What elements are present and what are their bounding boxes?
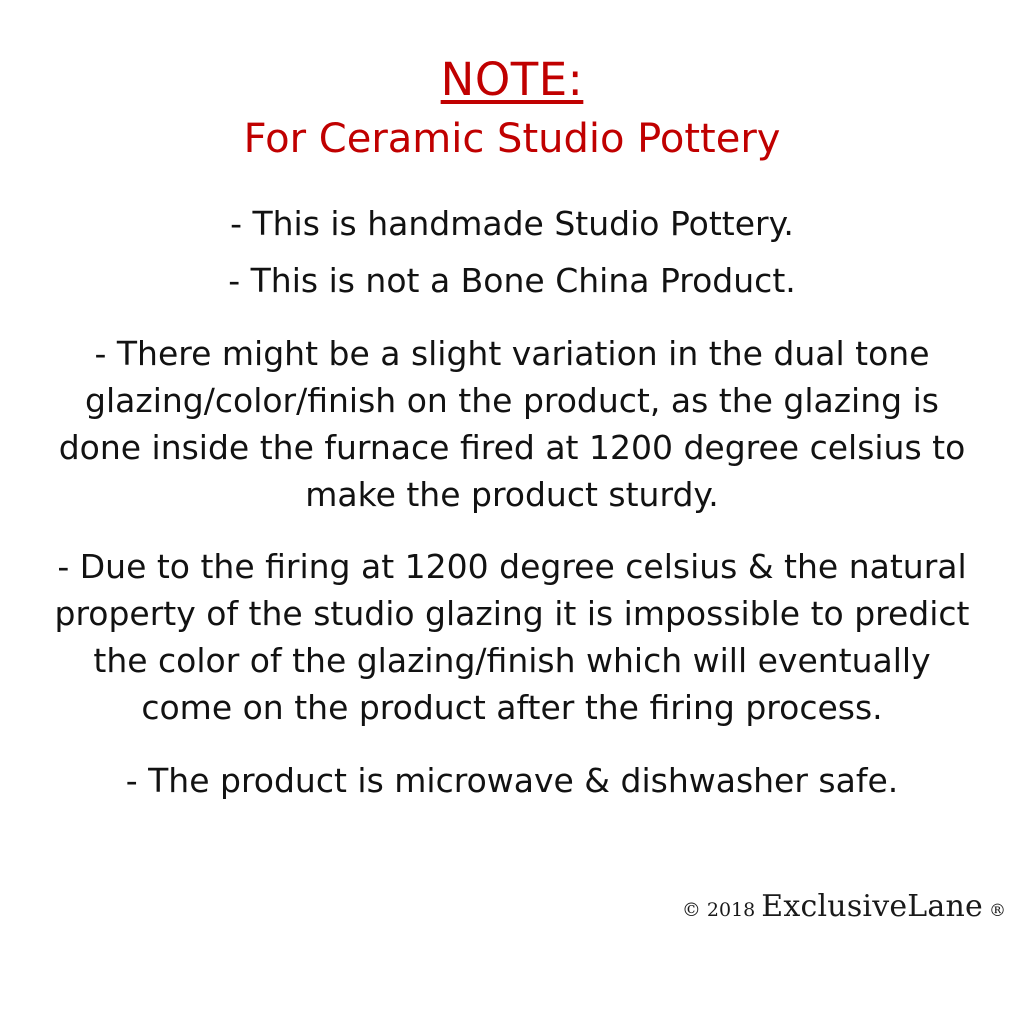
page-title <box>20 53 1004 106</box>
note-point: - The product is microwave & dishwasher safe. <box>125 760 899 800</box>
copyright-footer <box>682 889 1006 924</box>
note-point: - Due to the firing at 1200 degree celsius & the natural property of the studio glazing it is impossible to predict the color of the glazing/finish which will eventually come on the product after the firing process. <box>54 547 970 727</box>
copyright-year: 2018 <box>706 899 756 921</box>
note-body <box>20 201 1004 804</box>
registered-trademark-symbol: ® <box>989 901 1006 921</box>
copyright-symbol: © <box>681 899 701 921</box>
note-point: - This is not a Bone China Product. <box>228 261 796 301</box>
brand-name: ExclusiveLane <box>761 889 983 924</box>
page-subtitle: For Ceramic Studio Pottery <box>243 116 781 163</box>
note-point: - There might be a slight variation in the dual tone glazing/color/finish on the product, as the glazing is done inside the furnace fired at 1200 degree celsius to make the product sturdy. <box>58 333 966 514</box>
note-label: NOTE: <box>440 53 584 106</box>
note-point: - This is handmade Studio Pottery. <box>230 204 794 244</box>
